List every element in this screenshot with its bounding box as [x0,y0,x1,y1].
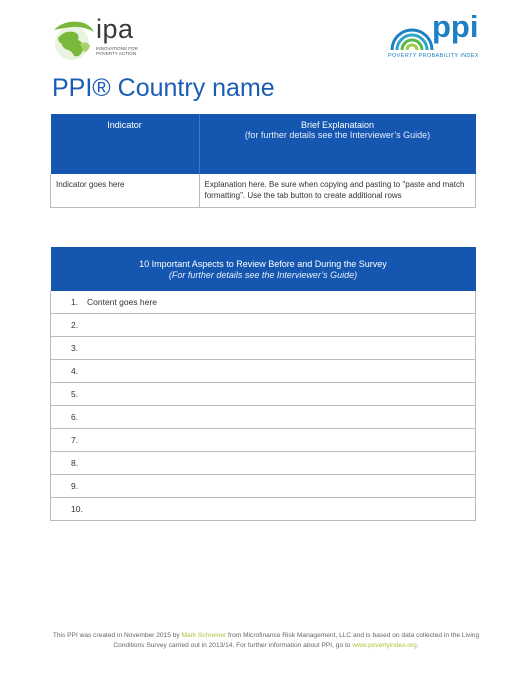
table-row [51,429,476,452]
website-link[interactable]: www.povertyindex.org [352,642,417,649]
table-row [51,475,476,498]
table-row [51,406,476,429]
ppi-tagline: POVERTY PROBABILITY INDEX [388,53,479,59]
indicator-cell[interactable]: Indicator goes here [51,174,200,208]
aspect-item-number: 4. [71,366,79,376]
ppi-logo [386,9,486,64]
indicator-column-header: Indicator [51,114,200,174]
aspects-table [50,247,476,521]
aspect-item-number: 8. [71,458,79,468]
aspect-item-cell[interactable] [51,314,476,337]
table-row [51,314,476,337]
table-row [51,291,476,314]
ppi-wordmark: ppi [432,9,479,44]
aspect-item-number: 9. [71,481,79,491]
ipa-wordmark: ipa [96,14,134,44]
table-row [51,383,476,406]
aspect-item-number: 1. [71,297,79,307]
aspect-item-number: 10. [71,504,83,514]
aspect-item-cell[interactable] [51,475,476,498]
indicator-table [50,114,476,208]
aspects-header-label: 10 Important Aspects to Review Before and During the Survey [139,258,387,269]
table-row [51,498,476,521]
table-row [51,360,476,383]
table-row [51,337,476,360]
aspects-header-cell [51,247,476,291]
explanation-header-label: Brief Explanataion [300,120,375,130]
footer-text-1: This PPI was created in November 2015 by [52,632,182,639]
ipa-tagline: INNOVATIONS FOR POVERTY ACTION [96,46,138,57]
table-row [51,452,476,475]
explanation-column-header [199,114,476,174]
aspect-item-cell[interactable] [51,406,476,429]
table-row [51,174,476,208]
explanation-cell[interactable]: Explanation here. Be sure when copying and pasting to "paste and match formatting". Use the tab button to create additional rows [199,174,476,208]
footer-note [40,631,492,651]
aspect-item-cell[interactable] [51,452,476,475]
footer-text-3: . [416,642,419,649]
aspect-item-cell[interactable] [51,360,476,383]
aspect-item-number: 6. [71,412,79,422]
aspects-table-header [51,247,476,291]
aspect-item-cell[interactable] [51,429,476,452]
aspect-item-cell[interactable] [51,498,476,521]
aspect-item-number: 2. [71,320,79,330]
explanation-header-note: (for further details see the Interviewer’s Guide) [244,130,431,140]
indicator-table-header [51,114,476,174]
author-link[interactable]: Mark Schreiner [181,632,227,639]
aspect-item-text: Content goes here [87,297,157,307]
arcs-icon [388,20,434,54]
footer-text-2: from Microfinance Risk Management, LLC and is based on data collected in the Living Conditions Survey carried out in 2013/14. For further information about PPI, go to [113,632,480,649]
aspect-item-cell[interactable] [51,383,476,406]
aspect-item-number: 7. [71,435,79,445]
aspect-item-cell[interactable] [51,291,476,314]
page-title: PPI® Country name [52,74,275,102]
globe-icon [50,18,94,64]
aspect-item-number: 5. [71,389,79,399]
aspects-header-note: (For further details see the Interviewer’s Guide) [168,269,358,280]
aspect-item-number: 3. [71,343,79,353]
ipa-logo [50,14,140,64]
aspect-item-cell[interactable] [51,337,476,360]
